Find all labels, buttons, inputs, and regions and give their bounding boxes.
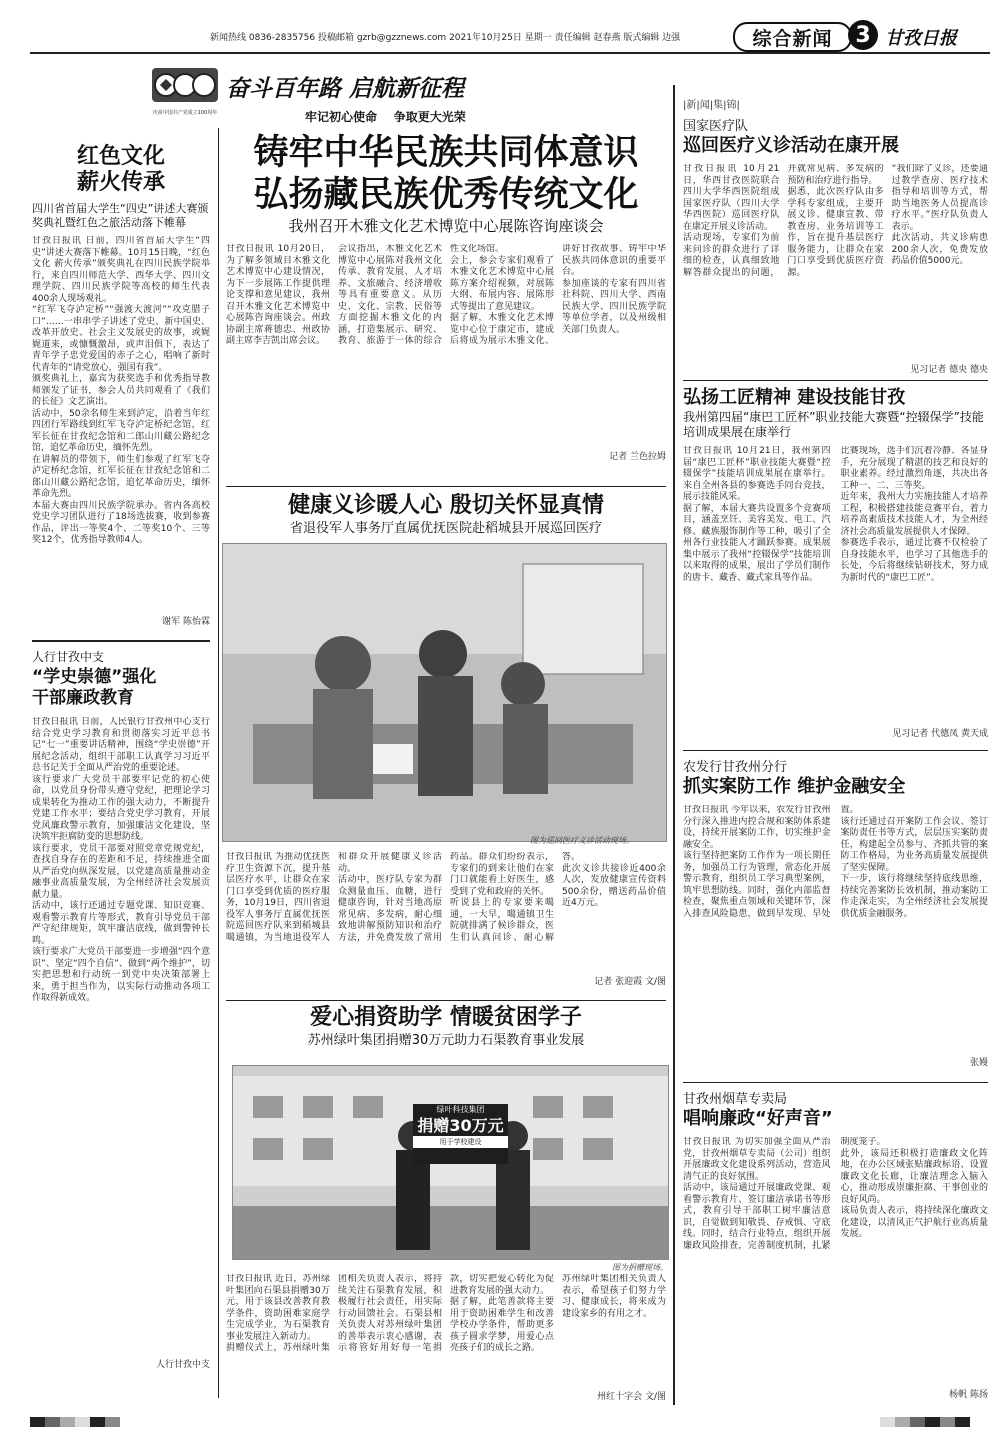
centenary-caption: 庆祝中国共产党成立100周年	[152, 110, 218, 116]
right-divider-2	[683, 750, 988, 751]
center-divider-1	[226, 486, 666, 487]
article-body: 甘孜日报讯 10月21日，华西甘孜医院联合四川大学华西医院组成国家医疗队（四川大学华西医院）巡回医疗队在康定开展义诊活动。 活动现场，专家们为前来问诊的群众进行了详细的检查，认真细致地解答群众提出的问题，并就常见病、多发病的预防和治疗进行指导。 据悉，此次医疗队由多学科专家组成，主要开展义诊、健康宣教、带教查房、业务培训等工作，旨在提升基层医疗服务能力，让群众在家门口享受到优质医疗资源。 “我们除了义诊，还要通过教学查房、医疗技术指导和培训等方式，帮助当地医务人员提高诊疗水平。”医疗队负责人表示。 此次活动，共义诊病患200余人次，免费发放药品价值5000元。	[683, 164, 988, 278]
section-badge	[733, 22, 852, 52]
donation-sign-line3: 用于学校建设	[413, 1136, 508, 1148]
header-info: 新闻热线 0836-2835756 投稿邮箱 gzrb@gzznews.com 2021年10月25日 星期一 责任编辑 赵春燕 版式编辑 边强	[210, 33, 681, 43]
article-author: 州红十字会 文/图	[597, 1392, 666, 1402]
section-label: 综合新闻	[752, 27, 833, 50]
right-divider-1	[683, 380, 988, 381]
article-body: 甘孜日报讯 10月20日，为了解多领域目木雅文化艺术博览中心建设情况，为下一步展陈工作提供理论支撑和意见建议，我州召开木雅文化艺术博览中心展陈咨询座谈会。州政协副主席蒋德忠、州政协副主席李吉凯出席会议。 会议指出，木雅文化艺术博览中心展陈对我州文化传承、教育发展、人才培养、文旅融合、经济增收等具有重要意义。从历史、文化、宗教、民俗等方面挖掘木雅文化的内涵，打造集展示、研究、教育、旅游于一体的综合性文化场馆。 会上，参会专家们观看了木雅文化艺术博览中心展陈方案介绍视频，对展陈大纲、布展内容、展陈形式等提出了意见建议。 据了解，木雅文化艺术博览中心位于康定市，建成后将成为展示木雅文化、讲好甘孜故事、铸牢中华民族共同体意识的重要平台。 参加座谈的专家有四川省社科院、四川大学、西南民族大学、四川民族学院等单位学者，以及州级相关部门负责人。	[226, 244, 666, 346]
article-title: “学史崇德”强化 干部廉政教育	[32, 667, 157, 708]
article-kicker: 甘孜州烟草专卖局	[683, 1092, 788, 1107]
article-title: 巡回医疗义诊活动在康开展	[683, 135, 899, 156]
article-author: 记者 张迎霞 文/图	[594, 977, 666, 987]
article-subtitle: 苏州绿叶集团捐赠30万元助力石渠教育事业发展	[307, 1033, 585, 1048]
banner-subslogan: 牢记初心使命 争取更大光荣	[305, 110, 466, 124]
article-subtitle: 我州召开木雅文化艺术博览中心展陈咨询座谈会	[288, 217, 604, 235]
donation-photo-caption: 图为捐赠现场。	[612, 1263, 668, 1272]
headline-line1: 铸牢中华民族共同体意识	[253, 133, 639, 173]
centenary-logo	[150, 62, 220, 120]
article-author: 记者 兰色拉姆	[609, 452, 666, 462]
article-title: 弘扬工匠精神 建设技能甘孜	[683, 387, 906, 408]
article-title: 健康义诊暖人心 殷切关怀显真情	[288, 493, 604, 518]
clinic-scene-icon	[223, 544, 666, 841]
right-article-craftsman	[683, 386, 988, 746]
article-body: 甘孜日报讯 日前，四川省首届大学生“四史”讲述大赛落下帷幕。10月15日晚，“红色文化 薪火传承”颁奖典礼在四川民族学院举行，来自四川师范大学、西华大学、四川文理学院、四川民族学院等高校的师生代表400余人现场观礼。 “红军飞夺泸定桥”“强渡大渡河”“攻克腊子口”……一串串学子讲述了党史、新中国史、改革开放史、社会主义发展史的故事，或娓娓道来，或慷慨激昂，或声泪俱下，表达了青年学子忠党爱国的赤子之心，唱响了新时代青年的“请党放心，强国有我”。 颁奖典礼上，嘉宾为获奖选手和优秀指导教师颁发了证书，参会人员共同观看了《我们的长征》文艺演出。 活动中，50余名师生来到泸定，沿着当年红四团行军路线到红军飞夺泸定桥纪念馆，红军长征在甘孜纪念馆和二郎山川藏公路纪念馆，追忆革命历史，缅怀先烈。 在讲解员的带领下，师生们参观了红军飞夺泸定桥纪念馆，红军长征在甘孜纪念馆和二郎山川藏公路纪念馆，追忆革命历史，缅怀革命先烈。 本届大赛由四川民族学院承办。省内各高校党史学习团队进行了18场选拔赛，收到参赛作品，评出一等奖4个、二等奖10个、三等奖12个，优秀指导教师4人。	[32, 236, 210, 545]
center-article-health-body	[226, 852, 666, 992]
donation-sign-line2: 捐赠30万元	[417, 1116, 504, 1135]
banner-slogan: 奋斗百年路 启航新征程	[226, 75, 465, 102]
center-article-donation-body	[226, 1274, 666, 1404]
donation-sign-line1: 绿叶科技集团	[436, 1105, 485, 1114]
article-body: 甘孜日报讯 近日，苏州绿叶集团向石渠县捐赠30万元，用于该县改善教育教学条件，资助困难家庭学生完成学业，为石渠教育事业发展注入新动力。 捐赠仪式上，苏州绿叶集团相关负责人表示，将持续关注石渠教育发展，积极履行社会责任，用实际行动回馈社会。石渠县相关负责人对苏州绿叶集团的善举表示衷心感谢，表示将管好用好每一笔捐款，切实把爱心转化为促进教育发展的强大动力。 据了解，此笔善款将主要用于资助困难学生和改善学校办学条件，帮助更多孩子圆求学梦，用爱心点亮孩子们的成长之路。 苏州绿叶集团相关负责人表示，希望孩子们努力学习、健康成长，将来成为建设家乡的有用之才。	[226, 1274, 666, 1353]
article-title: 抓实案防工作 维护金融安全	[683, 776, 906, 797]
article-author: 谢军 陈怡霖	[162, 617, 210, 627]
article-author: 见习记者 代德凤 黄天成	[892, 729, 988, 739]
left-column-rule	[218, 128, 219, 1398]
article-author: 见习记者 德央 德央	[910, 365, 988, 375]
center-article-donation	[226, 1004, 666, 1064]
left-divider	[32, 640, 210, 642]
center-divider-2	[226, 1000, 666, 1001]
right-column-rule	[673, 85, 675, 1405]
article-title: 唱响廉政“好声音”	[683, 1108, 833, 1129]
article-body: 甘孜日报讯 今年以来，农发行甘孜州分行深入推进内控合规和案防体系建设，持续开展案防工作，切实维护金融安全。 该行坚持把案防工作作为一项长期任务，加强员工行为管理，常态化开展警示教育，组织员工学习典型案例，筑牢思想防线。同时，强化内部监督检查，聚焦重点领域和关键环节，深入排查风险隐患，做到早发现、早处置。 该行还通过召开案防工作会议、签订案防责任书等方式，层层压实案防责任，构建起全员参与、齐抓共管的案防工作格局，为业务高质量发展提供了坚实保障。 下一步，该行将继续坚持底线思维，持续完善案防长效机制，推动案防工作走深走实，为全州经济社会发展提供优质金融服务。	[683, 805, 988, 919]
donation-sign	[413, 1104, 508, 1164]
article-author: 张嫚	[969, 1058, 988, 1068]
right-article-agri-bank	[683, 756, 988, 1076]
page-number: 3	[848, 20, 878, 50]
donation-photo	[232, 1065, 669, 1260]
left-article-red-culture	[32, 128, 210, 628]
article-body: 甘孜日报讯 日前，人民银行甘孜州中心支行结合党史学习教育和贯彻落实习近平总书记“七一”重要讲话精神，围绕“学史崇德”开展纪念活动，组织干部职工认真学习习近平总书记关于全面从严治党的重要论述。 该行要求广大党员干部要牢记党的初心使命，以党员身份带头遵守党纪，把理论学习成果转化为推动工作的强大动力，不断提升党建工作水平；要结合党史学习教育，开展党风廉政警示教育，加强廉洁文化建设，坚决筑牢拒腐防变的思想防线。 该行要求，党员干部要对照党章党规党纪，查找自身存在的差距和不足，持续推进全面从严治党向纵深发展，以党建高质量推动金融事业高质量发展，为全州经济社会发展贡献力量。 活动中，该行还通过专题党课、知识竞赛、观看警示教育片等形式，教育引导党员干部严守纪律规矩，筑牢廉洁底线，做到警钟长鸣。 该行要求广大党员干部要进一步增强“四个意识”、坚定“四个自信”、做到“两个维护”，切实把思想和行动统一到党中央决策部署上来，勇于担当作为，以实际行动推动各项工作取得新成效。	[32, 717, 210, 1003]
print-color-bar-right	[880, 1417, 970, 1427]
article-body: 甘孜日报讯 为切实加强全面从严治党，甘孜州烟草专卖局（公司）组织开展廉政文化建设系列活动，营造风清气正的良好氛围。 活动中，该局通过开展廉政党课、观看警示教育片、签订廉洁承诺书等形式，教育引导干部职工树牢廉洁意识，自觉做到知敬畏、存戒惧、守底线。同时，结合行业特点，组织开展廉政风险排查，完善制度机制，扎紧制度笼子。 此外，该局还积极打造廉政文化阵地，在办公区域张贴廉政标语、设置廉政文化长廊，让廉洁理念入脑入心，推动形成崇廉拒腐、干事创业的良好风尚。 该局负责人表示，将持续深化廉政文化建设，以清风正气护航行业高质量发展。	[683, 1137, 988, 1251]
article-author: 人行甘孜中支	[155, 1360, 210, 1370]
article-body: 甘孜日报讯 为推动优抚医疗卫生资源下沉，提升基层医疗水平，让群众在家门口享受到优质的医疗服务，10月19日，四川省退役军人事务厅直属优抚医院巡回医疗队来到稻城县噶通镇，为当地退役军人和群众开展健康义诊活动。 活动中，医疗队专家为群众测量血压、血糖，进行健康咨询，针对当地高原常见病、多发病，耐心细致地讲解预防知识和治疗方法，并免费发放了常用药品。群众们纷纷表示，专家们的到来让他们在家门口就能看上好医生，感受到了党和政府的关怀。 听说县上的专家要来噶通，一大早，噶通镇卫生院就排满了候诊群众，医生们认真问诊、耐心解答。 此次义诊共接诊近400余人次，发放健康宣传资料500余份，赠送药品价值近4万元。	[226, 852, 666, 943]
header-rule	[30, 52, 990, 54]
article-subtitle: 省退役军人事务厅直属优抚医院赴稻城县开展巡回医疗	[289, 521, 602, 536]
right-divider-3	[683, 1082, 988, 1083]
right-article-national-medical-team	[683, 96, 988, 376]
article-subtitle: 我州第四届“康巴工匠杯”职业技能大赛暨“控辍保学”技能培训成果展在康举行	[683, 410, 984, 439]
print-color-bar-left	[30, 1417, 120, 1427]
center-article-muya-culture	[226, 132, 666, 482]
article-kicker: 国家医疗队	[683, 119, 749, 134]
article-kicker: 农发行甘孜州分行	[683, 760, 788, 775]
clinic-photo	[222, 543, 667, 842]
article-author: 杨帆 陈扬	[949, 1390, 988, 1400]
left-article-party-history	[32, 648, 210, 1403]
article-title: 爱心捐资助学 情暖贫困学子	[310, 1005, 582, 1030]
right-article-tobacco-bureau	[683, 1088, 988, 1406]
article-title: 红色文化 薪火传承	[76, 144, 165, 195]
article-kicker: 人行甘孜中支	[32, 650, 105, 664]
party-emblem-icon	[150, 62, 220, 106]
headline-line2: 弘扬藏民族优秀传统文化	[253, 175, 639, 215]
article-subtitle: 四川省首届大学生“四史”讲述大赛颁奖典礼暨红色之旅活动落下帷幕	[32, 202, 209, 229]
clinic-photo-caption: 图为巡回医疗义诊活动现场。	[530, 836, 634, 845]
news-roundup-tag: |新|闻|集|锦|	[683, 100, 740, 111]
masthead-logo: 甘孜日报	[885, 28, 957, 49]
article-body: 甘孜日报讯 10月21日，我州第四届“康巴工匠杯”职业技能大赛暨“控辍保学”技能培训成果展在康举行。来自全州各县的参赛选手同台竞技，展示技能风采。 据了解，本届大赛共设置多个竞赛项目，涵盖烹饪、美容美发、电工、汽修、藏族服饰制作等工种，吸引了全州各行业技能人才踊跃参赛。成果展集中展示了我州“控辍保学”技能培训以来取得的成果，展出了学员们制作的唐卡、藏香、藏式家具等作品。 比赛现场，选手们沉着冷静、各显身手，充分展现了精湛的技艺和良好的职业素养。经过激烈角逐，共决出各工种一、二、三等奖。 近年来，我州大力实施技能人才培养工程，积极搭建技能竞赛平台，着力培养高素质技术技能人才，为全州经济社会高质量发展提供人才保障。 参赛选手表示，通过比赛不仅检验了自身技能水平，也学习了其他选手的长处，今后将继续钻研技术，努力成为新时代的“康巴工匠”。	[683, 446, 988, 583]
